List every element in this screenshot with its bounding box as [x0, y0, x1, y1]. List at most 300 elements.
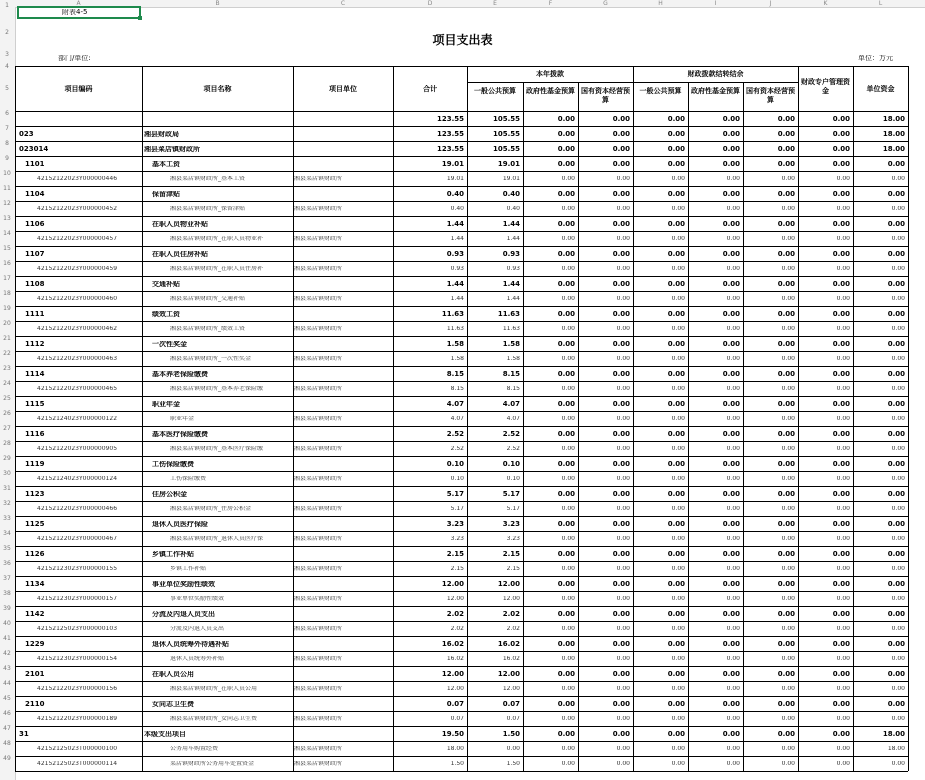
column-letter[interactable]: C — [340, 0, 346, 7]
row-value: 0.00 — [891, 356, 905, 362]
row-unit: 湘县菜店镇财政所 — [294, 296, 343, 302]
row-value: 0.00 — [667, 551, 685, 558]
row-number[interactable]: 47 — [3, 725, 11, 732]
row-divider — [15, 666, 908, 667]
row-value: 19.01 — [502, 176, 520, 182]
row-code: 42152123023Y000000155 — [37, 566, 118, 572]
row-divider — [15, 171, 908, 172]
row-value: 0.00 — [836, 536, 850, 542]
row-value: 0.00 — [891, 761, 905, 767]
row-divider — [15, 276, 908, 277]
row-unit: 湘县菜店镇财政所 — [294, 596, 343, 602]
row-number[interactable]: 19 — [3, 305, 11, 312]
row-value: 0.00 — [891, 266, 905, 272]
row-value: 0.00 — [891, 476, 905, 482]
column-letter[interactable]: B — [215, 0, 220, 7]
row-number[interactable]: 22 — [3, 350, 11, 357]
row-value: 0.00 — [832, 461, 850, 468]
row-value: 0.00 — [557, 251, 575, 258]
dept-label: 部门/单位: — [58, 55, 91, 62]
row-unit: 湘县菜店镇财政所 — [294, 686, 343, 692]
row-divider — [15, 261, 908, 262]
row-number[interactable]: 15 — [3, 245, 11, 252]
row-value: 5.17 — [502, 491, 520, 498]
table-border — [15, 111, 908, 112]
row-name: 工伤保险缴费 — [170, 476, 207, 482]
row-value: 0.00 — [726, 746, 740, 752]
row-value: 1.44 — [450, 236, 464, 242]
row-value: 0.00 — [722, 731, 740, 738]
row-value: 0.00 — [671, 506, 685, 512]
row-value: 0.00 — [832, 251, 850, 258]
row-value: 0.00 — [726, 206, 740, 212]
row-name: 基本医疗保险缴费 — [152, 431, 208, 438]
row-divider — [15, 621, 908, 622]
column-letter[interactable]: K — [823, 0, 828, 7]
row-name: 女同志卫生费 — [152, 701, 194, 708]
row-number[interactable]: 45 — [3, 695, 11, 702]
row-value: 0.00 — [671, 206, 685, 212]
row-value: 0.00 — [722, 131, 740, 138]
row-value: 0.00 — [832, 431, 850, 438]
row-number[interactable]: 11 — [3, 185, 11, 192]
row-value: 0.00 — [612, 401, 630, 408]
row-value: 0.00 — [667, 701, 685, 708]
row-value: 0.00 — [616, 656, 630, 662]
row-code: 42152123023Y000000154 — [37, 656, 118, 662]
row-value: 0.00 — [612, 731, 630, 738]
row-value: 0.00 — [891, 386, 905, 392]
row-value: 0.00 — [561, 536, 575, 542]
row-value: 0.00 — [726, 236, 740, 242]
row-value: 0.00 — [616, 416, 630, 422]
row-number[interactable]: 41 — [3, 635, 11, 642]
row-value: 0.00 — [887, 371, 905, 378]
row-code: 42152122023Y000000189 — [37, 716, 118, 722]
row-number[interactable]: 34 — [3, 530, 11, 537]
row-value: 0.00 — [891, 656, 905, 662]
row-value: 0.00 — [832, 671, 850, 678]
row-value: 0.00 — [722, 221, 740, 228]
row-value: 3.23 — [502, 521, 520, 528]
row-value: 16.02 — [446, 656, 464, 662]
row-value: 0.00 — [836, 686, 850, 692]
row-code: 42152122023Y000000467 — [37, 536, 118, 542]
row-value: 0.00 — [557, 431, 575, 438]
row-divider — [15, 186, 908, 187]
row-value: 2.02 — [506, 626, 520, 632]
row-number[interactable]: 40 — [3, 620, 11, 627]
row-number[interactable]: 30 — [3, 470, 11, 477]
row-value: 0.00 — [777, 251, 795, 258]
row-value: 0.00 — [777, 671, 795, 678]
row-code: 2101 — [25, 671, 45, 678]
row-name: 在职人员物业补贴 — [152, 221, 208, 228]
column-letter[interactable]: I — [714, 0, 717, 7]
row-number[interactable]: 27 — [3, 425, 11, 432]
row-code: 42152123023Y000000157 — [37, 596, 118, 602]
row-name: 湘县菜店镇财政所_在职人员公用 — [170, 686, 258, 692]
row-value: 0.00 — [832, 401, 850, 408]
row-code: 1112 — [25, 341, 45, 348]
row-value: 0.00 — [832, 116, 850, 123]
row-value: 12.00 — [441, 581, 464, 588]
row-code: 1123 — [25, 491, 45, 498]
header-current-group: 本年拨款 — [536, 70, 564, 78]
row-number[interactable]: 13 — [3, 215, 11, 222]
row-value: 0.00 — [671, 476, 685, 482]
row-divider — [15, 516, 908, 517]
row-value: 0.00 — [667, 251, 685, 258]
row-number[interactable]: 7 — [5, 125, 9, 132]
row-name: 绩效工资 — [152, 311, 180, 318]
row-name: 湘县菜店镇财政所_基本养老保险缴 — [170, 386, 264, 392]
row-value: 0.00 — [726, 356, 740, 362]
row-value: 0.00 — [557, 611, 575, 618]
row-number[interactable]: 42 — [3, 650, 11, 657]
row-code: 42152122023Y000000466 — [37, 506, 118, 512]
column-letter[interactable]: A — [76, 0, 81, 7]
column-letter[interactable]: E — [493, 0, 497, 7]
row-value: 0.00 — [616, 266, 630, 272]
row-value: 0.00 — [667, 221, 685, 228]
row-value: 0.00 — [671, 686, 685, 692]
row-number[interactable]: 31 — [3, 485, 11, 492]
row-code: 42152122023Y000000452 — [37, 206, 118, 212]
row-value: 1.44 — [446, 221, 464, 228]
row-divider — [15, 231, 908, 232]
row-value: 0.00 — [726, 596, 740, 602]
column-letter[interactable]: H — [658, 0, 663, 7]
cell-a1[interactable]: 附表4-5 — [62, 9, 88, 16]
row-value: 0.40 — [446, 191, 464, 198]
row-unit: 湘县菜店镇财政所 — [294, 761, 343, 767]
row-value: 0.00 — [836, 746, 850, 752]
row-value: 0.00 — [667, 341, 685, 348]
row-name: 退休人员统筹外补贴 — [170, 656, 225, 662]
row-value: 0.00 — [887, 311, 905, 318]
row-value: 0.00 — [612, 191, 630, 198]
row-value: 18.00 — [882, 731, 905, 738]
row-divider — [15, 336, 908, 337]
row-number[interactable]: 8 — [5, 140, 9, 147]
column-letter[interactable]: G — [603, 0, 608, 7]
row-value: 0.00 — [616, 566, 630, 572]
row-number[interactable]: 17 — [3, 275, 11, 282]
row-value: 0.00 — [557, 521, 575, 528]
row-value: 0.00 — [557, 671, 575, 678]
row-number[interactable]: 24 — [3, 380, 11, 387]
row-value: 1.44 — [502, 221, 520, 228]
row-number[interactable]: 32 — [3, 500, 11, 507]
row-code: 2110 — [25, 701, 45, 708]
row-number[interactable]: 14 — [3, 230, 11, 237]
row-number[interactable]: 26 — [3, 410, 11, 417]
row-number[interactable]: 20 — [3, 320, 11, 327]
row-value: 0.00 — [671, 626, 685, 632]
row-value: 18.00 — [882, 116, 905, 123]
row-value: 0.00 — [667, 731, 685, 738]
row-divider — [15, 366, 908, 367]
row-value: 0.00 — [667, 161, 685, 168]
row-value: 0.00 — [832, 131, 850, 138]
row-value: 0.00 — [671, 746, 685, 752]
row-number[interactable]: 36 — [3, 560, 11, 567]
row-value: 0.00 — [722, 551, 740, 558]
row-value: 0.00 — [891, 686, 905, 692]
row-value: 0.00 — [781, 656, 795, 662]
row-code: 42152125023T000000100 — [37, 746, 118, 752]
row-value: 0.00 — [777, 641, 795, 648]
row-divider — [15, 531, 908, 532]
row-value: 0.00 — [836, 326, 850, 332]
row-value: 1.58 — [506, 356, 520, 362]
row-number[interactable]: 9 — [5, 155, 9, 162]
row-code: 1114 — [25, 371, 45, 378]
row-value: 0.00 — [777, 281, 795, 288]
row-value: 123.55 — [436, 131, 464, 138]
row-number[interactable]: 43 — [3, 665, 11, 672]
row-value: 0.00 — [836, 356, 850, 362]
row-value: 0.00 — [836, 386, 850, 392]
row-value: 0.00 — [722, 581, 740, 588]
row-value: 0.00 — [836, 176, 850, 182]
row-divider — [15, 291, 908, 292]
row-value: 0.00 — [671, 566, 685, 572]
row-unit: 湘县菜店镇财政所 — [294, 416, 343, 422]
row-value: 0.00 — [722, 311, 740, 318]
row-name: 事业单位奖励性绩效 — [170, 596, 225, 602]
row-name: 退休人员医疗保险 — [152, 521, 208, 528]
row-value: 0.00 — [612, 671, 630, 678]
column-letter[interactable]: J — [769, 0, 772, 7]
row-value: 0.00 — [557, 281, 575, 288]
row-name: 湘县菜店镇财政所_在职人员住房补 — [170, 266, 264, 272]
row-value: 0.00 — [561, 506, 575, 512]
row-number[interactable]: 44 — [3, 680, 11, 687]
row-value: 0.00 — [557, 641, 575, 648]
row-number[interactable]: 25 — [3, 395, 11, 402]
row-value: 0.00 — [726, 761, 740, 767]
row-value: 0.00 — [726, 416, 740, 422]
row-divider — [15, 681, 908, 682]
column-letter[interactable]: D — [427, 0, 433, 7]
row-number[interactable]: 37 — [3, 575, 11, 582]
row-value: 0.00 — [616, 476, 630, 482]
row-divider — [15, 381, 908, 382]
row-value: 0.07 — [446, 701, 464, 708]
row-value: 0.00 — [832, 611, 850, 618]
row-value: 0.00 — [832, 341, 850, 348]
row-value: 0.00 — [671, 446, 685, 452]
row-number[interactable]: 21 — [3, 335, 11, 342]
table-border — [15, 66, 908, 67]
row-value: 1.44 — [446, 281, 464, 288]
row-name: 住房公积金 — [152, 491, 187, 498]
row-value: 0.00 — [777, 581, 795, 588]
row-value: 3.23 — [506, 536, 520, 542]
row-unit: 湘县菜店镇财政所 — [294, 206, 343, 212]
row-value: 0.00 — [667, 146, 685, 153]
row-value: 0.00 — [561, 566, 575, 572]
row-code: 42152122023Y000000156 — [37, 686, 118, 692]
row-value: 0.93 — [446, 251, 464, 258]
row-value: 16.02 — [502, 656, 520, 662]
row-value: 0.00 — [781, 356, 795, 362]
row-number[interactable]: 6 — [5, 110, 9, 117]
row-unit: 湘县菜店镇财政所 — [294, 386, 343, 392]
row-number[interactable]: 46 — [3, 710, 11, 717]
row-name: 乡镇工作补贴 — [170, 566, 207, 572]
row-value: 105.55 — [492, 116, 520, 123]
row-number[interactable]: 49 — [3, 755, 11, 762]
row-number[interactable]: 16 — [3, 260, 11, 267]
row-divider — [15, 561, 908, 562]
row-value: 5.17 — [446, 491, 464, 498]
row-code: 31 — [19, 731, 29, 738]
row-value: 0.00 — [671, 716, 685, 722]
row-name: 一次性奖金 — [152, 341, 187, 348]
row-value: 8.15 — [502, 371, 520, 378]
row-number[interactable]: 28 — [3, 440, 11, 447]
row-code: 42152122023Y000000457 — [37, 236, 118, 242]
row-code: 1108 — [25, 281, 45, 288]
row-value: 0.00 — [561, 266, 575, 272]
row-value: 1.50 — [450, 761, 464, 767]
row-value: 0.00 — [836, 761, 850, 767]
row-number[interactable]: 48 — [3, 740, 11, 747]
row-code: 42152122023Y000000459 — [37, 266, 118, 272]
row-value: 123.55 — [436, 116, 464, 123]
row-value: 0.00 — [887, 461, 905, 468]
row-value: 12.00 — [502, 596, 520, 602]
row-value: 0.00 — [557, 146, 575, 153]
row-value: 0.00 — [557, 221, 575, 228]
row-value: 0.00 — [777, 221, 795, 228]
row-number[interactable]: 35 — [3, 545, 11, 552]
row-value: 0.00 — [612, 521, 630, 528]
row-value: 0.00 — [557, 311, 575, 318]
column-letter[interactable]: L — [878, 0, 883, 7]
row-code: 1101 — [25, 161, 45, 168]
row-value: 0.00 — [612, 146, 630, 153]
row-value: 0.07 — [506, 716, 520, 722]
row-number[interactable]: 10 — [3, 170, 11, 177]
column-letter[interactable]: F — [548, 0, 553, 7]
row-number[interactable]: 38 — [3, 590, 11, 597]
row-value: 0.10 — [446, 461, 464, 468]
row-unit: 湘县菜店镇财政所 — [294, 626, 343, 632]
row-value: 0.00 — [887, 611, 905, 618]
row-value: 0.00 — [671, 356, 685, 362]
row-value: 0.00 — [781, 476, 795, 482]
row-value: 0.00 — [722, 116, 740, 123]
row-value: 0.00 — [836, 506, 850, 512]
row-value: 0.00 — [781, 506, 795, 512]
row-value: 0.00 — [561, 446, 575, 452]
row-value: 0.00 — [671, 596, 685, 602]
row-value: 0.00 — [667, 641, 685, 648]
row-divider — [15, 591, 908, 592]
row-number[interactable]: 1 — [5, 2, 9, 9]
row-name: 事业单位奖励性绩效 — [152, 581, 215, 588]
row-value: 0.00 — [557, 341, 575, 348]
row-value: 0.00 — [612, 641, 630, 648]
row-value: 0.00 — [722, 491, 740, 498]
row-number[interactable]: 39 — [3, 605, 11, 612]
row-name: 基本养老保险缴费 — [152, 371, 208, 378]
row-number[interactable]: 12 — [3, 200, 11, 207]
row-value: 105.55 — [492, 146, 520, 153]
row-value: 2.52 — [446, 431, 464, 438]
row-value: 0.00 — [781, 746, 795, 752]
row-value: 0.00 — [671, 656, 685, 662]
row-number[interactable]: 5 — [5, 85, 9, 92]
row-value: 8.15 — [446, 371, 464, 378]
row-unit: 湘县菜店镇财政所 — [294, 746, 343, 752]
header-carry-group: 财政拨款结转结余 — [687, 70, 744, 78]
row-value: 0.00 — [891, 296, 905, 302]
row-value: 0.00 — [777, 146, 795, 153]
row-value: 0.00 — [781, 326, 795, 332]
row-value: 0.00 — [722, 641, 740, 648]
page-title: 项目支出表 — [432, 33, 493, 47]
row-number[interactable]: 4 — [5, 63, 9, 70]
row-value: 0.00 — [561, 656, 575, 662]
row-number[interactable]: 2 — [5, 29, 9, 36]
row-code: 42152122023Y000000465 — [37, 386, 118, 392]
row-value: 0.00 — [836, 656, 850, 662]
row-value: 2.15 — [506, 566, 520, 572]
row-value: 0.00 — [832, 221, 850, 228]
row-value: 0.00 — [667, 401, 685, 408]
row-divider — [15, 246, 908, 247]
row-name: 湘县菜店镇财政所_基本医疗保险缴 — [170, 446, 264, 452]
row-name: 湘县菜店镇财政所_退休人员医疗保 — [170, 536, 264, 542]
header-divider — [633, 82, 798, 83]
row-value: 0.00 — [667, 431, 685, 438]
row-value: 1.44 — [450, 296, 464, 302]
row-value: 4.07 — [502, 401, 520, 408]
row-value: 0.00 — [561, 326, 575, 332]
row-value: 0.00 — [667, 581, 685, 588]
row-number[interactable]: 23 — [3, 365, 11, 372]
row-value: 0.00 — [612, 161, 630, 168]
row-divider — [15, 126, 908, 127]
row-value: 4.07 — [446, 401, 464, 408]
row-value: 0.00 — [671, 536, 685, 542]
row-name: 保留津贴 — [152, 191, 180, 198]
row-value: 0.00 — [561, 686, 575, 692]
row-value: 0.00 — [557, 401, 575, 408]
row-value: 12.00 — [502, 686, 520, 692]
row-value: 0.00 — [887, 281, 905, 288]
row-number[interactable]: 29 — [3, 455, 11, 462]
row-number[interactable]: 33 — [3, 515, 11, 522]
row-value: 123.55 — [436, 146, 464, 153]
row-value: 2.02 — [502, 611, 520, 618]
row-number[interactable]: 18 — [3, 290, 11, 297]
row-value: 0.00 — [667, 491, 685, 498]
row-value: 0.00 — [777, 551, 795, 558]
row-value: 0.00 — [726, 686, 740, 692]
row-value: 2.02 — [450, 626, 464, 632]
row-name: 职业年金 — [170, 416, 195, 422]
row-name: 菜店镇财政所公务用车处置资金 — [170, 761, 255, 767]
row-number[interactable]: 3 — [5, 51, 9, 58]
row-name: 退休人员统筹外待遇补贴 — [152, 641, 229, 648]
row-value: 18.00 — [882, 131, 905, 138]
